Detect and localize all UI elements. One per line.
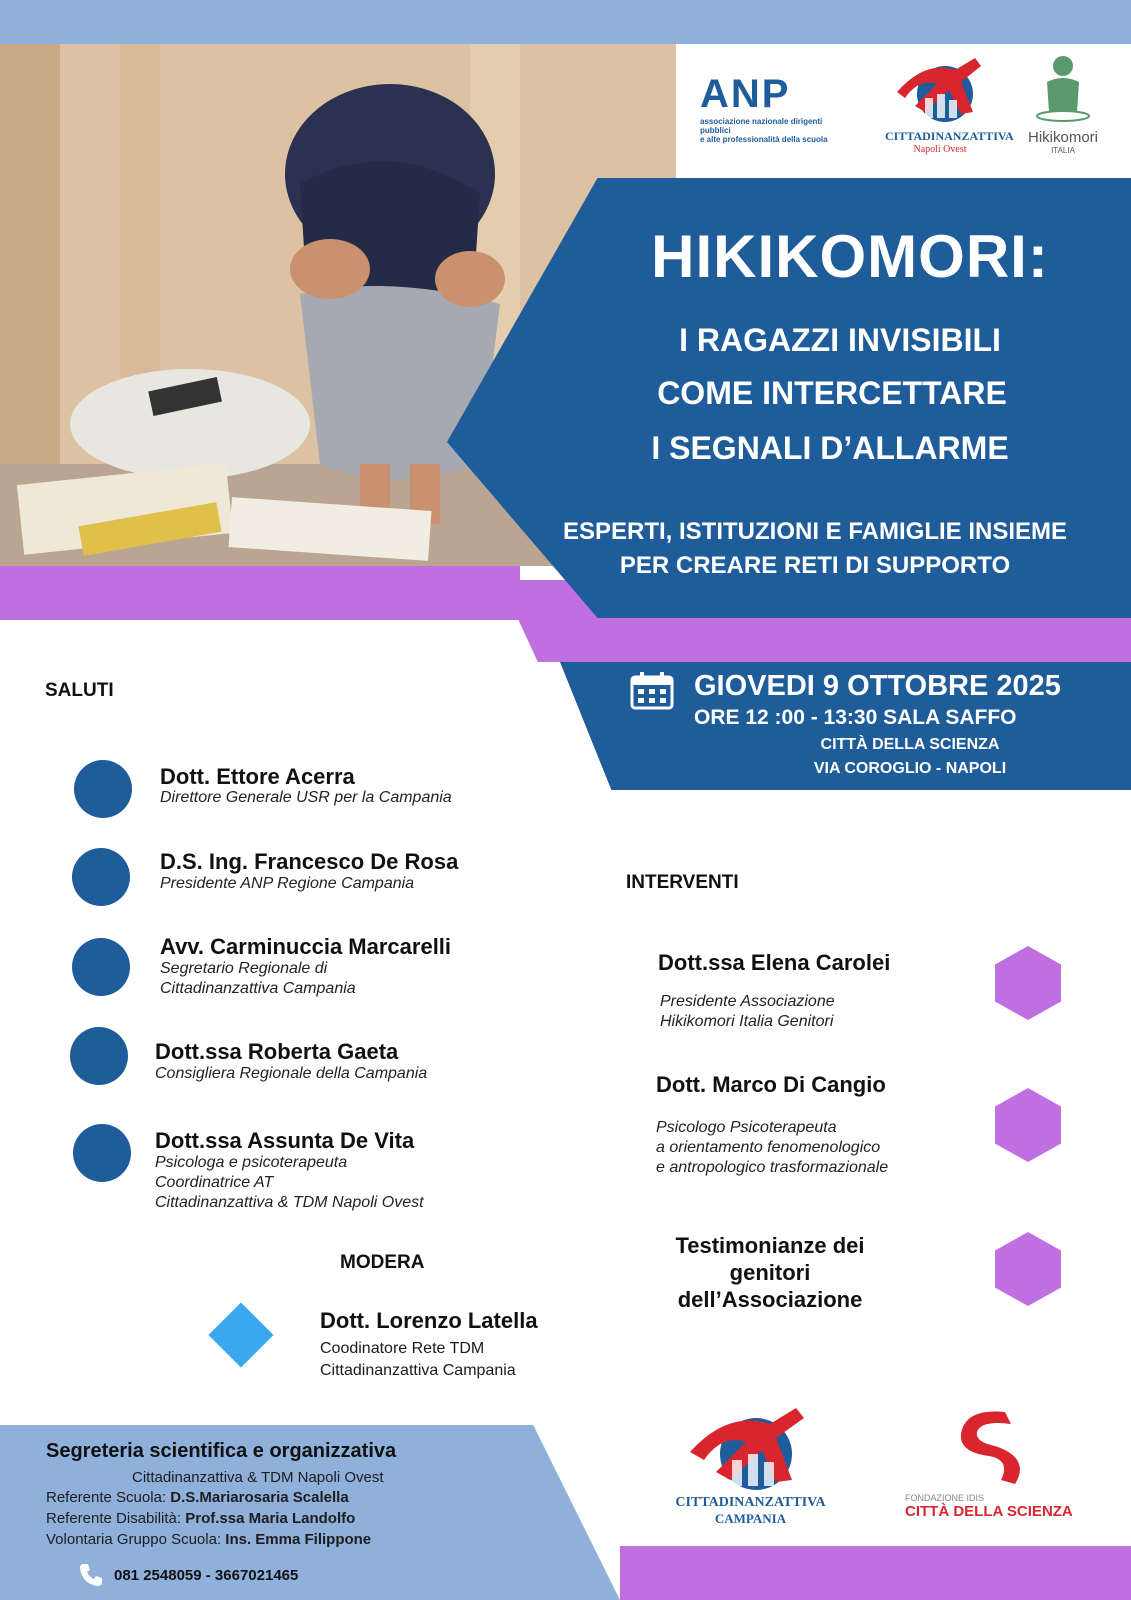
purple-band-left (0, 566, 520, 620)
anp-logo-caption: associazione nazionale dirigenti pubblici (700, 117, 823, 135)
event-address: VIA COROGLIO - NAPOLI (813, 760, 1007, 777)
modera-heading: MODERA (340, 1252, 425, 1273)
sitting-figure-icon (1033, 52, 1093, 124)
cittadinanzattiva-figure-icon (676, 1400, 826, 1490)
hikikomori-wordmark: Hikikomori (1027, 129, 1098, 146)
value: Prof.ssa Maria Landolfo (185, 1510, 356, 1527)
testimonials-line: genitori (729, 1260, 811, 1285)
speaker-bullet (72, 938, 130, 996)
anp-logo-mark: ANP (700, 72, 791, 116)
subtitle-line-2: COME INTERCETTARE (657, 375, 1007, 411)
intervention-speaker-role (656, 1118, 888, 1178)
speaker-role (155, 1153, 424, 1213)
event-date: GIOVEDI 9 OTTOBRE 2025 (694, 670, 1061, 702)
event-time: ORE 12 :00 - 13:30 SALA SAFFO (694, 706, 1017, 729)
speaker-bullet (73, 1124, 131, 1182)
speaker-bullet (72, 848, 130, 906)
cittadinanzattiva-napoli-caption: Napoli Ovest (913, 144, 967, 155)
purple-band-bottom (620, 1546, 1131, 1600)
main-title: HIKIKOMORI: (651, 223, 1049, 290)
speaker-bullet (74, 760, 132, 818)
moderator-name: Dott. Lorenzo Latella (320, 1308, 538, 1333)
cittadinanzattiva-campania-logo (668, 1400, 833, 1540)
calendar-icon (630, 672, 674, 710)
speaker-role-line: Presidente Associazione (660, 993, 835, 1010)
interventi-heading: INTERVENTI (626, 872, 739, 893)
cittadinanzattiva-campania-wordmark: CITTADINANZATTIVA (675, 1495, 826, 1510)
value: D.S.Mariarosaria Scalella (170, 1489, 349, 1506)
citta-scienza-caption: FONDAZIONE IDIS (905, 1493, 985, 1503)
speaker-role: Direttore Generale USR per la Campania (160, 789, 452, 806)
testimonials-line: Testimonianze dei (675, 1233, 865, 1258)
citta-della-scienza-logo (905, 1408, 1075, 1528)
school-group-volunteer (46, 1531, 371, 1548)
intervention-speaker-name: Dott. Marco Di Cangio (656, 1072, 886, 1097)
testimonials-line: dell’Associazione (677, 1287, 863, 1312)
intervention-hexagon-bullet (995, 946, 1061, 1020)
intervention-hexagon-bullet (995, 1088, 1061, 1162)
intervention-speaker-role (660, 992, 835, 1032)
intervention-hexagon-bullet (995, 1232, 1061, 1306)
moderator-role-line: Cittadinanzattiva Campania (320, 1362, 516, 1379)
speaker-role-line: Psicologa e psicoterapeuta (155, 1154, 348, 1171)
subtitle-line-1: I RAGAZZI INVISIBILI (679, 322, 1001, 358)
phone-numbers[interactable]: 081 2548059 - 3667021465 (114, 1567, 299, 1584)
speaker-role-line: Cittadinanzattiva & TDM Napoli Ovest (155, 1194, 424, 1211)
moderator-diamond-bullet (208, 1302, 273, 1367)
speaker-role: Consigliera Regionale della Campania (155, 1065, 428, 1082)
speaker-role-line: a orientamento fenomenologico (656, 1139, 881, 1156)
speaker-name: Dott. Ettore Acerra (160, 764, 355, 789)
subtitle-line-3: I SEGNALI D’ALLARME (651, 430, 1009, 466)
speaker-role: Presidente ANP Regione Campania (160, 875, 415, 892)
support-line-1: ESPERTI, ISTITUZIONI E FAMIGLIE INSIEME (562, 518, 1068, 545)
cittadinanzattiva-napoli-logo (885, 52, 1014, 167)
speaker-role-line: e antropologico trasformazionale (656, 1159, 889, 1176)
support-text (500, 515, 1130, 583)
cittadinanzattiva-campania-caption: CAMPANIA (714, 1511, 787, 1526)
value: Ins. Emma Filippone (225, 1531, 372, 1548)
speaker-bullet (70, 1027, 128, 1085)
support-line-2: PER CREARE RETI DI SUPPORTO (619, 552, 1011, 579)
testimonials-title (650, 1232, 890, 1313)
cittadinanzattiva-napoli-wordmark: CITTADINANZATTIVA (885, 129, 1014, 143)
citta-scienza-swoosh-icon (945, 1408, 1035, 1488)
hikikomori-caption: ITALIA (1051, 146, 1075, 155)
intervention-speaker-name: Dott.ssa Elena Carolei (658, 950, 891, 975)
saluti-heading: SALUTI (45, 680, 114, 701)
secretariat-heading: Segreteria scientifica e organizzativa (46, 1440, 397, 1462)
moderator-role-line: Coodinatore Rete TDM (320, 1340, 485, 1357)
speaker-name: Dott.ssa Assunta De Vita (155, 1128, 415, 1153)
school-referent (46, 1489, 349, 1506)
label: Referente Disabilità: (46, 1510, 182, 1527)
label: Referente Scuola: (46, 1489, 167, 1506)
anp-logo (700, 72, 850, 162)
moderator-role (320, 1338, 516, 1382)
hikikomori-italia-logo (1018, 52, 1108, 167)
top-band (0, 0, 1131, 44)
speaker-role-line: Hikikomori Italia Genitori (660, 1013, 834, 1030)
label: Volontaria Gruppo Scuola: (46, 1531, 222, 1548)
phone-icon (78, 1562, 104, 1588)
speaker-role-line: Psicologo Psicoterapeuta (656, 1119, 837, 1136)
speaker-name: Avv. Carminuccia Marcarelli (160, 934, 452, 959)
speaker-role-line: Cittadinanzattiva Campania (160, 980, 356, 997)
speaker-role-line: Coordinatrice AT (155, 1174, 274, 1191)
speaker-role (160, 959, 356, 999)
disability-referent (46, 1510, 355, 1527)
anp-logo-caption-2: e alte professionalità della scuola (700, 135, 828, 144)
speaker-name: Dott.ssa Roberta Gaeta (155, 1039, 399, 1064)
speaker-role-line: Segretario Regionale di (160, 960, 328, 977)
event-venue: CITTÀ DELLA SCIENZA (820, 736, 1000, 753)
speaker-name: D.S. Ing. Francesco De Rosa (160, 849, 459, 874)
cittadinanzattiva-figure-icon (885, 52, 995, 124)
secretariat-org: Cittadinanzattiva & TDM Napoli Ovest (132, 1469, 384, 1486)
citta-scienza-wordmark: CITTÀ DELLA SCIENZA (905, 1503, 1073, 1520)
